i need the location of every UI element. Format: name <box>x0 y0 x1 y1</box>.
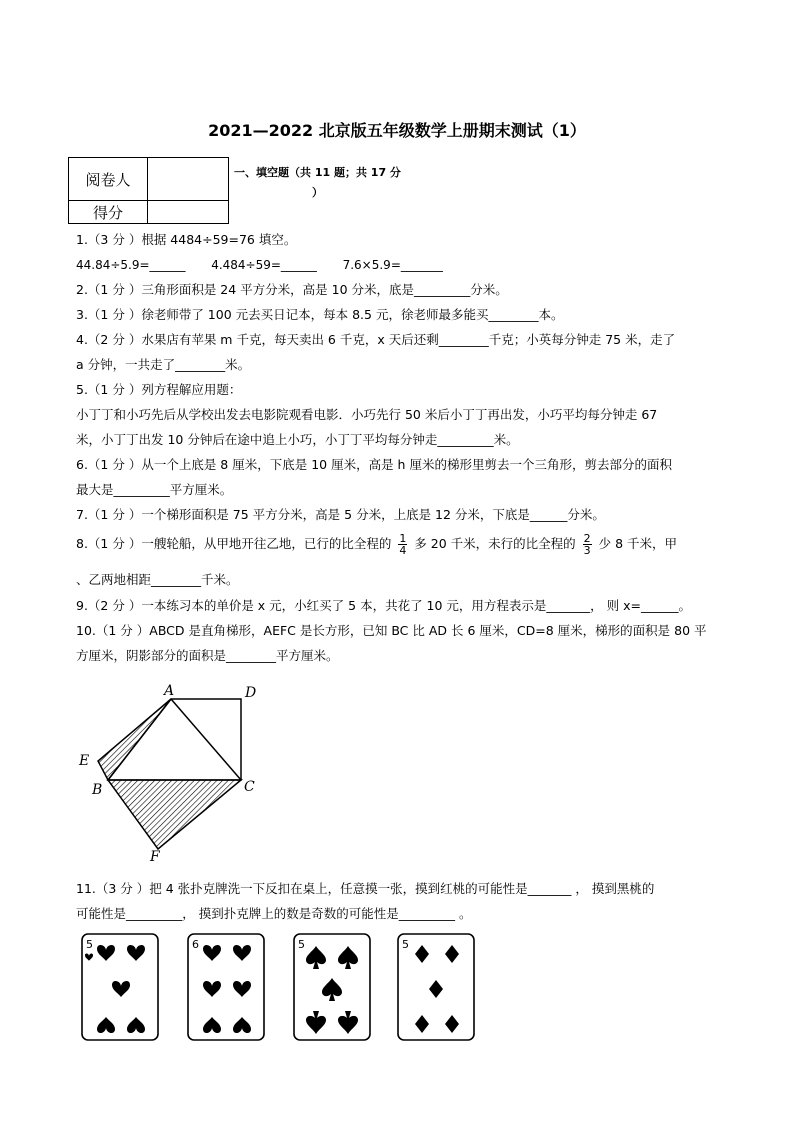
reviewer-label: 阅卷人 <box>69 158 148 201</box>
q1-blank-b: 4.484÷59=______ <box>211 258 317 272</box>
reviewer-blank <box>148 158 229 201</box>
card-6-hearts <box>188 934 264 1040</box>
shaded-triangle-aeb <box>98 699 171 780</box>
q4-line2: a 分钟，一共走了________米。 <box>76 357 251 372</box>
trapezoid-figure <box>70 678 270 863</box>
q8-f2-den: 3 <box>583 544 591 557</box>
q9: 9.（2 分 ）一本练习本的单价是 x 元，小红买了 5 本，共花了 10 元，用方程表示是_______， 则 x=______。 <box>76 598 691 613</box>
q5-line1: 5.（1 分 ）列方程解应用题： <box>76 382 242 397</box>
card-5-diamonds <box>398 934 474 1040</box>
q8-f1-num: 1 <box>399 532 407 545</box>
label-f: F <box>150 849 160 863</box>
q8-part1: 8.（1 分 ）一艘轮船，从甲地开往乙地，已行的比全程的 <box>76 536 392 551</box>
q1-stem: 1.（3 分 ）根据 4484÷59=76 填空。 <box>76 232 297 247</box>
q8-part2: 多 20 千米，未行的比全程的 <box>414 536 576 551</box>
section-heading-text: 一、填空题（共 11 题；共 17 分 <box>234 166 401 179</box>
q7: 7.（1 分 ）一个梯形面积是 75 平方分米，高是 5 分米，上底是 12 分米，下底是______分米。 <box>76 507 605 522</box>
playing-cards <box>78 930 488 1045</box>
q8-line2: 、乙两地相距________千米。 <box>76 572 239 587</box>
q8-fraction-2 <box>583 533 592 556</box>
card-5-spades <box>294 934 370 1040</box>
score-blank <box>148 201 229 224</box>
q2: 2.（1 分 ）三角形面积是 24 平方分米，高是 10 分米，底是_________分米。 <box>76 282 508 297</box>
q1-blank-a: 44.84÷5.9=______ <box>76 258 186 272</box>
q8-f1-den: 4 <box>399 544 407 557</box>
card-3-rank: 5 <box>298 938 305 951</box>
q6-line2: 最大是_________平方厘米。 <box>76 482 233 497</box>
q8-f2-num: 2 <box>583 532 591 545</box>
q8-fraction-1 <box>398 533 407 556</box>
score-label: 得分 <box>69 201 148 224</box>
card-4-rank: 5 <box>402 938 409 951</box>
shaded-triangle-bfc <box>108 780 241 849</box>
q8-line1 <box>76 533 677 556</box>
card-5-hearts <box>82 934 158 1040</box>
q6-line1: 6.（1 分 ）从一个上底是 8 厘米，下底是 10 厘米，高是 h 厘米的梯形里剪去一个三角形，剪去部分的面积 <box>76 457 672 472</box>
q5-line2: 小丁丁和小巧先后从学校出发去电影院观看电影．小巧先行 50 米后小丁丁再出发，小巧平均每分钟走 67 <box>76 407 658 422</box>
section-heading-close: ） <box>312 186 323 199</box>
q3: 3.（1 分 ）徐老师带了 100 元去买日记本，每本 8.5 元，徐老师最多能买________本。 <box>76 307 564 322</box>
label-b: B <box>92 782 103 798</box>
card-1-rank: 5 <box>86 938 93 951</box>
q11-line1: 11.（3 分 ）把 4 张扑克牌洗一下反扣在桌上，任意摸一张，摸到红桃的可能性是_______ ， 摸到黑桃的 <box>76 881 655 896</box>
section-heading <box>234 163 401 203</box>
q8-part3: 少 8 千米，甲 <box>598 536 678 551</box>
q4-line1: 4.（2 分 ）水果店有苹果 m 千克，每天卖出 6 千克，x 天后还剩________千克；小英每分钟走 75 米，走了 <box>76 332 676 347</box>
label-c: C <box>244 779 255 795</box>
q11-line2: 可能性是_________， 摸到扑克牌上的数是奇数的可能性是_________ 。 <box>76 906 472 921</box>
diagonal-ac <box>171 699 241 780</box>
label-d: D <box>245 685 257 701</box>
label-e: E <box>79 753 90 769</box>
q1-blanks <box>76 256 443 274</box>
score-table <box>68 157 229 224</box>
label-a: A <box>164 683 175 699</box>
q1-blank-c: 7.6×5.9=_______ <box>342 258 443 272</box>
q10-line2: 方厘米，阴影部分的面积是________平方厘米。 <box>76 648 339 663</box>
q10-line1: 10.（1 分 ）ABCD 是直角梯形，AEFC 是长方形，已知 BC 比 AD 长 6 厘米，CD=8 厘米，梯形的面积是 80 平 <box>76 623 707 638</box>
page-title: 2021—2022 北京版五年级数学上册期末测试（1） <box>208 121 586 140</box>
q5-line3: 米，小丁丁出发 10 分钟后在途中追上小巧，小丁丁平均每分钟走_________米。 <box>76 432 519 447</box>
card-2-rank: 6 <box>192 938 199 951</box>
